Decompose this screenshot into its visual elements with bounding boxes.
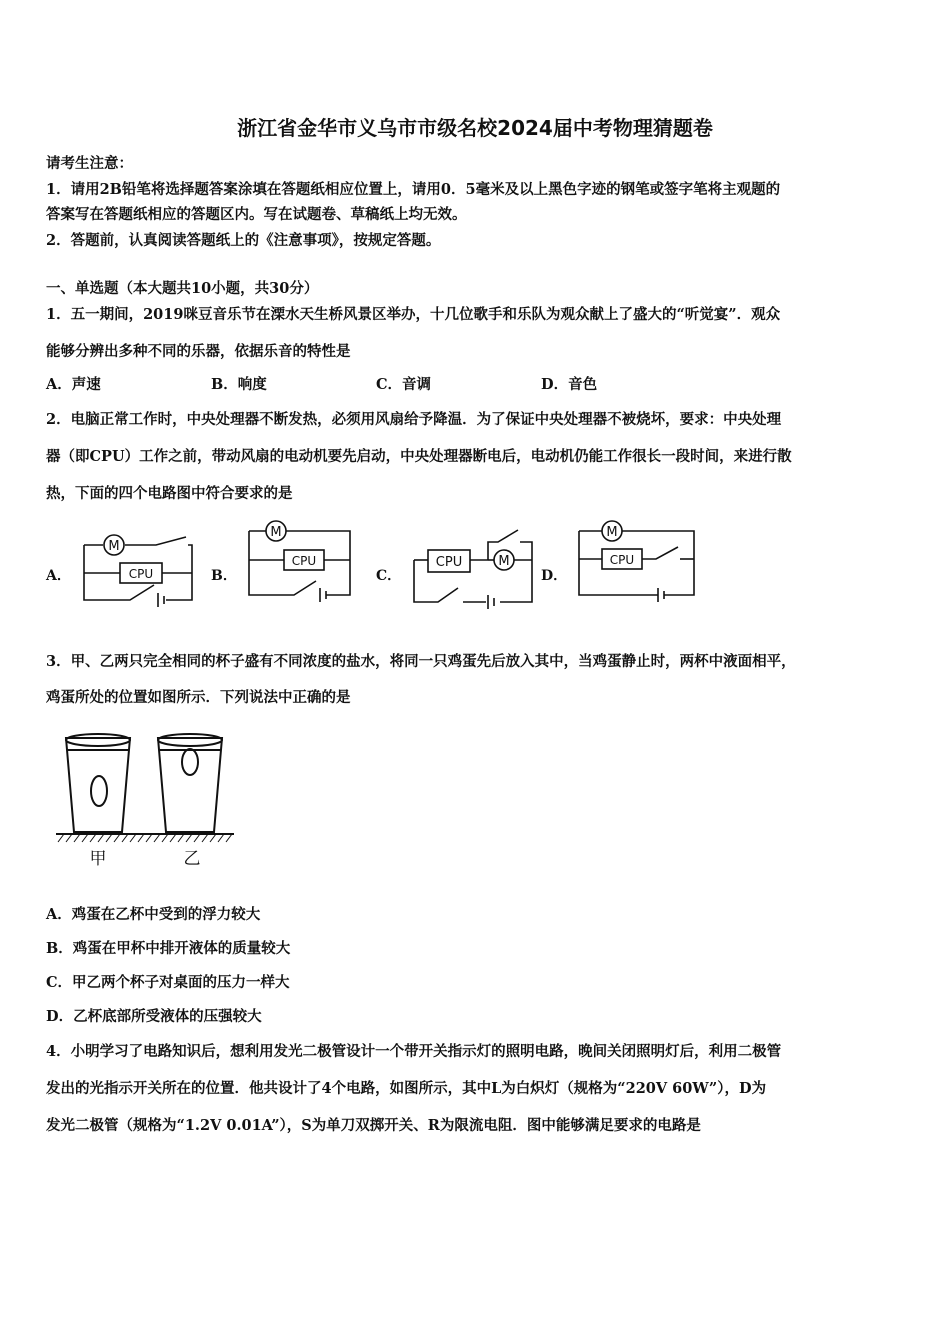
circuit-b-motor-label: M [270,525,282,540]
circuit-d-motor-label: M [606,525,618,540]
section-heading: 一、单选题（本大题共10小题，共30分） [46,280,319,297]
circuit-c-motor-label: M [498,554,510,569]
question-2-line-2: 器（即CPU）工作之前，带动风扇的电动机要先启动，中央处理器断电后，电动机仍能工作很长一段时间，来进行散 [46,448,792,465]
cups-figure [52,728,242,873]
question-4-line-1: 4．小明学习了电路知识后，想利用发光二极管设计一个带开关指示灯的照明电路，晚间关闭照明灯后，利用二极管 [46,1043,782,1060]
q3-option-c: C．甲乙两个杯子对桌面的压力一样大 [46,974,290,991]
question-3-line-1: 3．甲、乙两只完全相同的杯子盛有不同浓度的盐水，将同一只鸡蛋先后放入其中，当鸡蛋静止时，两杯中液面相平， [46,653,796,670]
circuit-b-label: B． [211,568,237,584]
page-title: 浙江省金华市义乌市市级名校2024届中考物理猜题卷 [237,116,713,140]
question-4-line-2: 发出的光指示开关所在的位置．他共设计了4个电路，如图所示，其中L为白炽灯（规格为“220V 60W”），D为 [46,1080,767,1097]
question-3-line-2: 鸡蛋所处的位置如图所示．下列说法中正确的是 [46,689,351,706]
circuit-a-label: A． [46,568,71,584]
circuit-b-diagram [244,515,359,605]
circuit-c-cpu-label: CPU [435,555,463,570]
notice-item-1: 1．请用2B铅笔将选择题答案涂填在答题纸相应位置上，请用0．5毫米及以上黑色字迹的钢笔或签字笔将主观题的 [46,181,781,198]
circuit-d-label: D． [541,568,568,584]
circuit-a-motor-label: M [108,539,120,554]
q1-option-c: C．音调 [376,376,432,393]
q3-option-b: B．鸡蛋在甲杯中排开液体的质量较大 [46,940,291,957]
circuit-b-cpu-label: CPU [291,554,317,568]
circuit-a-diagram [78,525,203,610]
notice-item-2: 2．答题前，认真阅读答题纸上的《注意事项》，按规定答题。 [46,232,441,249]
circuit-d-cpu-label: CPU [609,553,635,567]
q1-option-d: D．音色 [541,376,598,393]
question-2-line-1: 2．电脑正常工作时，中央处理器不断发热，必须用风扇给予降温．为了保证中央处理器不被烧坏，要求：中央处理 [46,411,782,428]
q1-option-b: B．响度 [211,376,267,393]
circuit-a-cpu-label: CPU [128,567,154,581]
notice-item-1-cont: 答案写在答题纸相应的答题区内。写在试题卷、草稿纸上均无效。 [46,206,467,223]
q3-option-a: A．鸡蛋在乙杯中受到的浮力较大 [46,906,261,923]
question-1-line-2: 能够分辨出多种不同的乐器，依据乐音的特性是 [46,343,351,360]
circuit-d-diagram [574,515,704,605]
question-4-line-3: 发光二极管（规格为“1.2V 0.01A”），S为单刀双掷开关、R为限流电阻．图中能够满足要求的电路是 [46,1117,701,1134]
question-1-line-1: 1．五一期间，2019咪豆音乐节在溧水天生桥风景区举办，十几位歌手和乐队为观众献上了盛大的“听觉宴”．观众 [46,306,781,323]
q3-option-d: D．乙杯底部所受液体的压强较大 [46,1008,262,1025]
cup-jia-label: 甲 [89,849,107,869]
circuit-c-diagram [408,520,538,610]
cup-yi-label: 乙 [183,849,201,869]
circuit-c-label: C． [376,568,402,584]
q1-option-a: A．声速 [46,376,101,393]
question-2-line-3: 热，下面的四个电路图中符合要求的是 [46,485,293,502]
notice-heading: 请考生注意： [46,155,133,172]
